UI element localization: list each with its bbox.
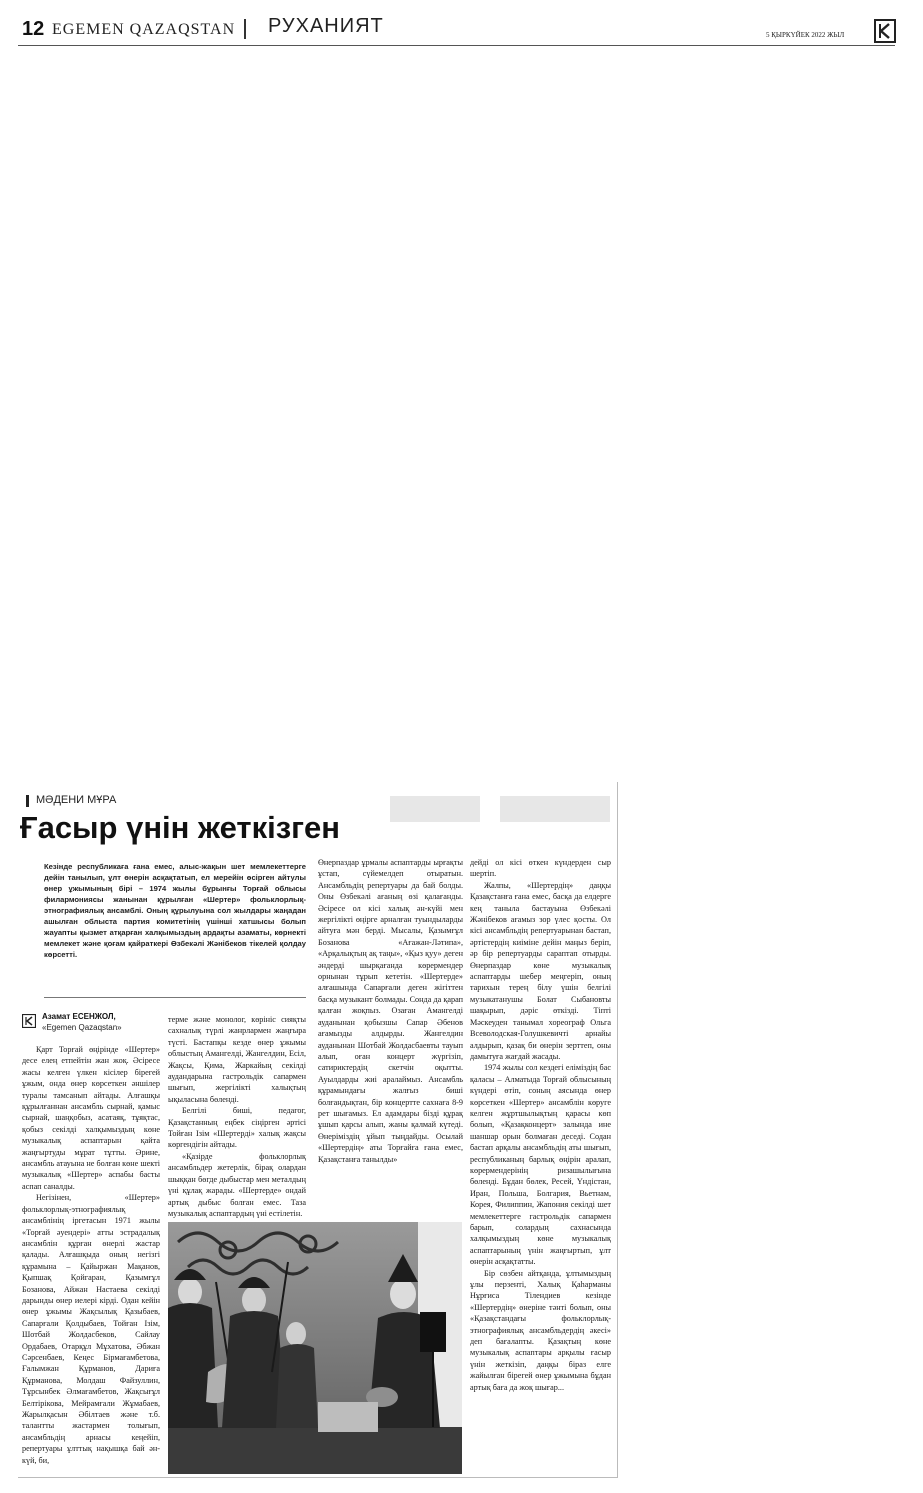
headline: Ғасыр үнін жеткізген [20,810,340,845]
page-number: 12 [22,18,45,40]
paragraph: Белгілі биші, педагог, Қазақстанның еңбек сіңірген әртісі Тойған Ізім «Шертерді» халық жақсы көргендігін айтады. [168,1106,306,1150]
rubric: МӘДЕНИ МҰРА [36,794,117,806]
paragraph: Қарт Торғай өңірінде «Шертер» десе елең етпейтін жан жоқ. Әсіресе жасы келген үлкен кісілер бірегей ұжым, онда өнер көрсеткен әншілер туралы тамсанып айтады. Алғашқы құрылғаннан ансамбль сырнай, қамыс сырнай, шаңқобыз, асатаяқ, тұяқтас, қобыз секілді халқымыздың көне музыкалық аспаптарын қайта жаңғыртуды мұрат тұтты. Әрине, ансамбль атауына не болған көне шекті музыкалық «Шертер» аспабы басты аспап саналды. [22,1045,160,1191]
body-column-2 [168,1014,306,1220]
egemen-logo-icon [874,19,896,43]
paragraph: Жалпы, «Шертердің» даңқы Қазақстанға ғана емес, басқа да елдерге кең таныла бастауына Өзбекәлі Жәнібеков ағамыз зор үлес қосты. Ол кісі ансамбльдің репертуарынан бастап, әртістердің киіміне дейін маңыз беріп, әр бір репертуарды сараптап отырды. Өнерпаздар көне музыкалық аспаптарды шебер меңгеріп, оның тарихын терең білу үшін белгілі музыкатанушы Болат Сыбановты шақырып, дәріс өткізді. Тіпті Мәскеуден танымал хореограф Ольга Всеволодская-Голушкевичті арнайы алдырып, қазақ би өнерін зерттеп, оны дамытуға жағдай жасады. [470,880,611,1061]
paragraph: Бір сөзбен айтқанда, ұлтымыздың ұлы перзенті, Халық Қаһарманы Нұрғиса Тілендиев кезінде «Шертердің» өнеріне тәнті болып, оны «Қазақстандағы фольклорлық-этнографиялық ансамбльдердің әкесі» деп бағалапты. Қазақтың көне музыкалық аспаптары арқылы ғасыр үнін жеткізіп, даңқы біраз елге жайылған бірегей өнер ұжымына бұдан артық баға да жоқ шығар... [470,1268,611,1392]
issue-date: 5 ҚЫРКҮЙЕК 2022 ЖЫЛ [766,31,845,39]
paragraph: 1974 жылы сол кездегі еліміздің бас қаласы – Алматыда Торғай облысының күндері өтіп, соның аясында өнер көрсеткен «Шертер» ансамблін көруге келген жұртшылықтың қарасы көп болып, «Қазақконцерт» залында ине шаншар орын болмаған деседі. Содан бастап арқалы ансамбльдің аты шығып, республиканың барлық өңірін аралап, көрермендерінің ризашылығына бөленді. Бұдан бөлек, Ресей, Үндістан, Иран, Польша, Болгария, Вьетнам, Корея, Филиппин, Жапония секілді шет мемлекеттерге гастрольдік сапармен барып, солардың сахнасында халқымыздың көне музыкалық аспаптарының үнін жаңғыртып, ұлт өнерін асқақтатты. [470,1063,611,1267]
ensemble-photo [168,1222,462,1474]
article-right-border [617,782,618,1478]
masthead-rule [18,45,895,46]
article-bottom-border [18,1477,618,1478]
paragraph: дейді ол кісі өткен күндерден сыр шертіп. [470,858,611,879]
paragraph: Өнерпаздар ұрмалы аспаптарды ырғақты ұстап, сүйемелдеп отыратын. Ансамбльдің репертуары да бай болды. Оны Өзбекәлі ағаның өзі қалағанды. Әсіресе ол кісі халық ән-күйі мен жергілікті өңірге арналған туындыларды айтуға мән берді. Мысалы, Қазымғұл Бозанова «Ағажан-Ләтипа», «Арқалықтың ақ таңы», «Қыз қуу» деген әндерді шырқағанда көрермендер орнынан тұрып кететін. «Шертерде» алғашында Сапарғали деген жігіттен басқа музыкант болмады. Сонда да қарап қалған жоқпыз. Озаған Амангелді ауданынан қобызшы Сапар Әбенов ағамызды алдырды. Жангелдин ауданынан Шотбай Жолдасбаевты тауып алып, оған концерт жүргізіп, сатириктердің скетчін оқытты. Ауылдарды жиі аралаймыз. Ансамбль құрамындағы жалғыз биші болғандықтан, бір концертте сахнаға 8-9 рет шығамыз. Ел адамдары бізді құрақ ұшып қарсы алып, жаны қалмай күтеді. Өнеріміздің ұйып тыңдайды. Осылай «Шертердің» аты Торғайға ғана емес, Қазақстанға танылды» [318,858,463,1164]
author-affiliation: «Egemen Qazaqstan» [42,1023,122,1032]
lead-paragraph: Кезінде республикаға ғана емес, алыс-жақын шет мемлекеттерге дейін танылып, ұлт өнерін асқақтатып, ел мерейін өсірген айтулы өнер ұжымының бірі – 1974 жылы бұрынғы Торғай облысы филармониясы жанынан құрылған «Шертер» фольклорлық-этнографиялық ансамблі. Оның құрылуына сол жылдары жаңадан ашылған облыста партия комитетінің үшінші хатшысы болып жауапты қызмет атқарған халқымыздың ардақты азаматы, көрнекті мемлекет және қоғам қайраткері Өзбекәлі Жәнібеков тікелей қолдау көрсетті. [44,862,306,959]
paragraph: терме және монолог, көрініс сияқты сахналық түрлі жанрлармен жаңғыра түсті. Бастапқы кезде өнер ұжымы облыстың Амангелді, Жангелдин, Есіл, Жақсы, Қима, Жаркайың секілді аудандарына гастрольдік сапармен шығып, жергілікті халықтың ықыласына бөленді. [168,1015,306,1104]
masthead-separator [244,19,246,39]
lead-rule [44,997,306,998]
egemen-logo-icon [22,1014,36,1028]
rubric-marker [26,795,29,807]
author-name: Азамат ЕСЕНЖОЛ, [42,1012,116,1021]
paragraph: Негізінен, «Шертер» фольклорлық-этнографиялық ансамблінің іргетасын 1971 жылы «Торғай әуендері» атты эстрадалық ансамблін құрған өнерлі жастар қалады. Алғашқыда оның негізгі құрамына – Қайыржан Мақанов, Қыпшақ Қойгаран, Қазымғұл Бозанова, Айжан Настаева секілді дарынды өнер иелері кірді. Одан кейін өнер ұжымы Жақсылық Қазыбаев, Сапарғали Қолдыбаев, Тойған Ізім, Шотбай Жолдасбеков, Сайлау Ордабаев, Отарқұл Мұхатова, Әбжан Сәрсенбаев, Кеңес Бірмағамбетова, Ғалымжан Құрманов, Дариға Құрманова, Молдаш Файзуллин, Тұрсынбек Әлмағамбетов, Жақсығұл Белтірікова, Мейрамғали Жұмабаев, Жарылқасын Әбілтаев және т.б. талантты жастармен толығып, ансамбльдің арнасы кеңейіп, репертуары ұлттық нақышқа бай ән-күй, би, [22,1193,160,1465]
body-column-1 [22,1044,160,1474]
body-column-4 [470,857,611,1477]
masthead [0,0,923,46]
body-column-3 [318,857,463,1219]
paper-name: EGEMEN QAZAQSTAN [52,21,236,38]
paragraph: «Қазірде фольклорлық ансамбльдер жетерлік, бірақ олардан шыққан бөгде дыбыстар мен металдың үні құлақ жарады. «Шертерде» ондай артық дыбыс болған емес. Таза музыкалық аспаптардың үні естілетін. [168,1151,306,1218]
section-name: РУХАНИЯТ [268,15,384,37]
show-through-shadow [390,790,615,830]
